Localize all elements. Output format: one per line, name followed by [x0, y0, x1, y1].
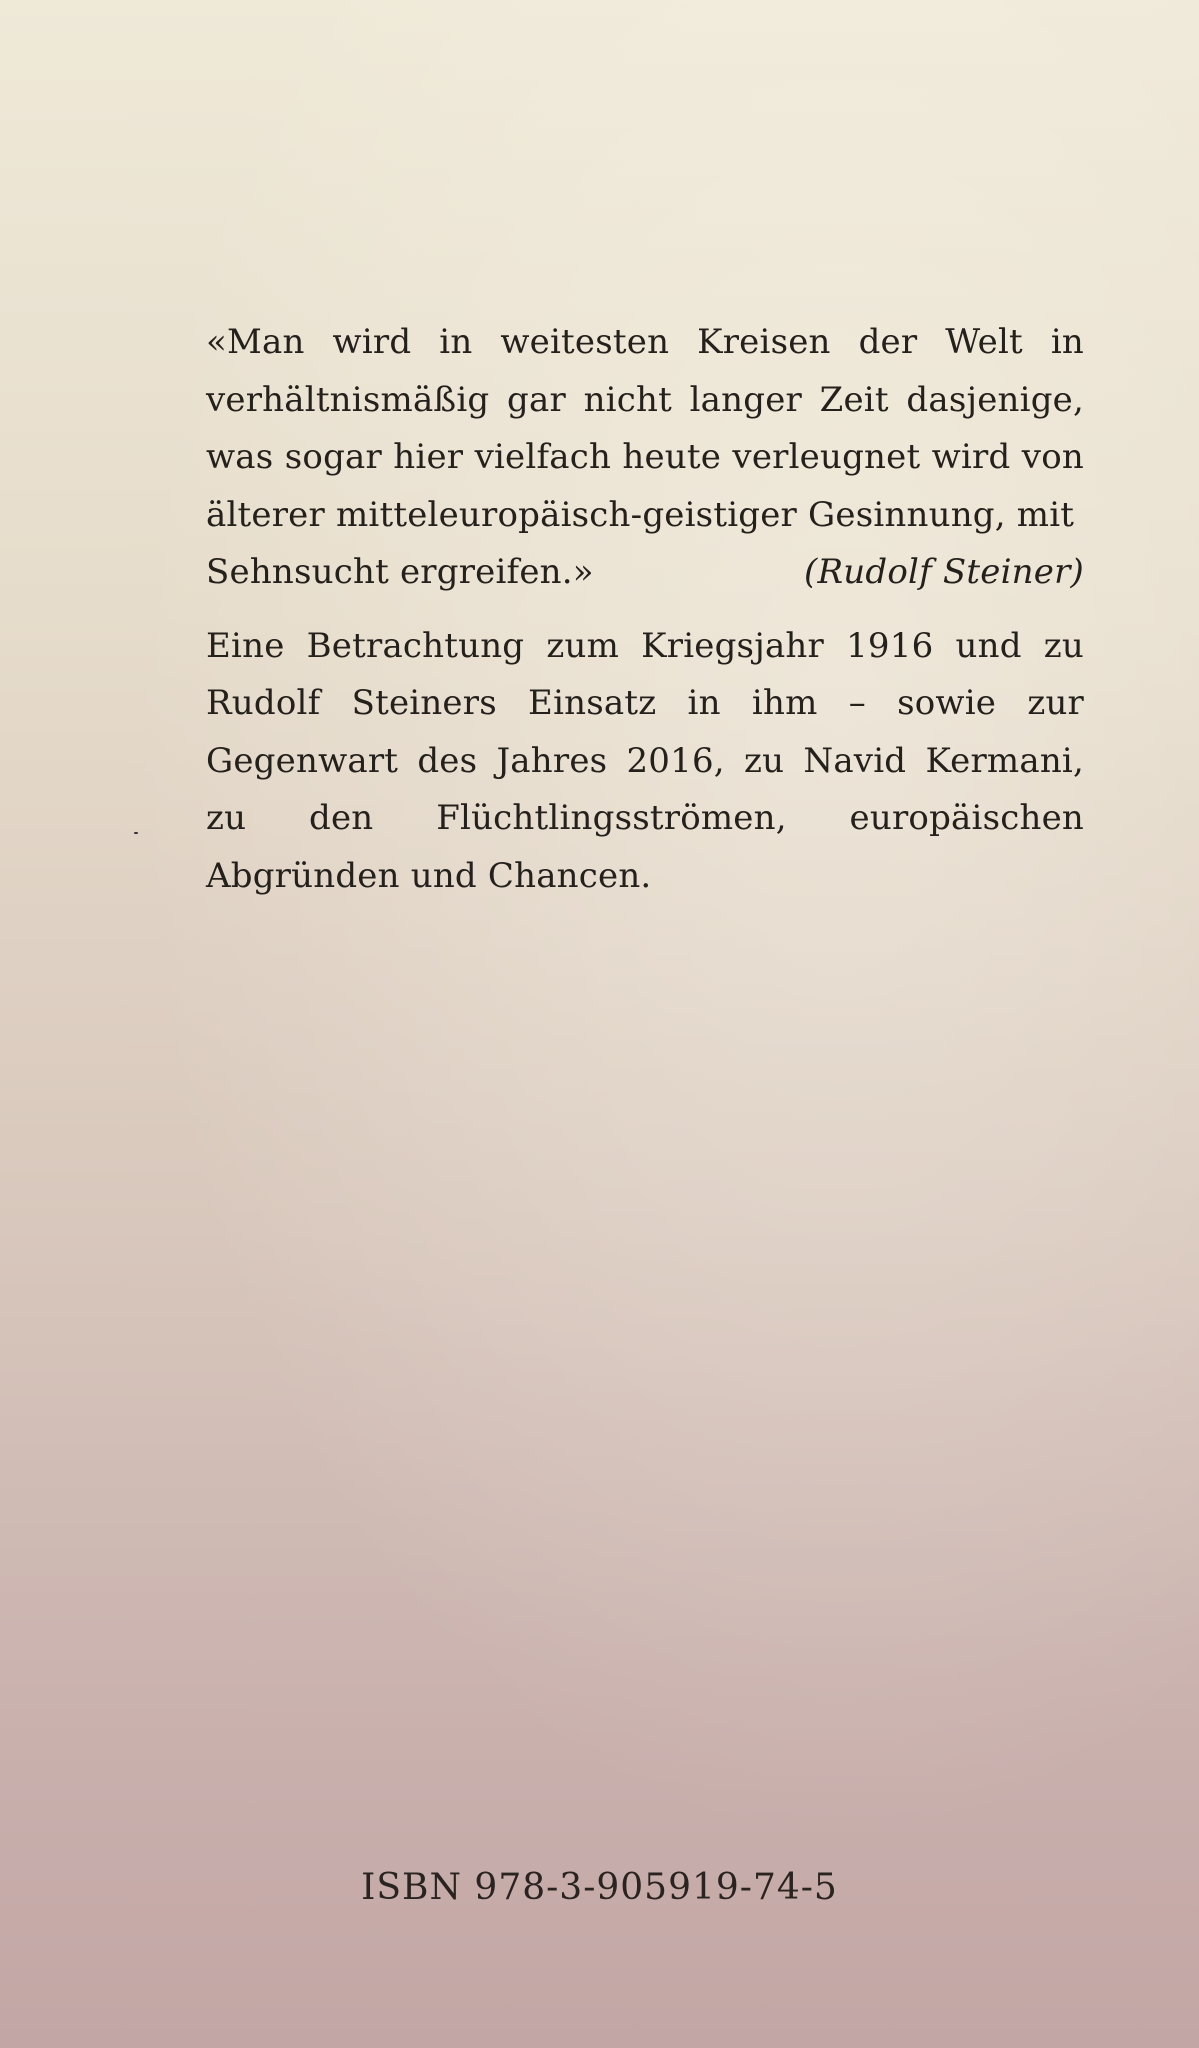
quote-attribution: (Rudolf Steiner)	[804, 552, 1084, 592]
paper-speck	[134, 832, 138, 834]
quote-last-line: Sehnsucht ergreifen.»	[206, 552, 594, 592]
quote-text: «Man wird in weitesten Kreisen der Welt in verhältnismäßig gar nicht langer Zeit dasjenige, was sogar hier vielfach heute verleugnet wird von älterer mitteleuropäisch-geistiger Gesinnung, mit	[206, 322, 1084, 535]
description-paragraph: Eine Betrachtung zum Kriegsjahr 1916 und zu Rudolf Steiners Einsatz in ihm – sowie zur Gegenwart des Jahres 2016, zu Navid Kermani, zu den Flüchtlingsströmen, europäischen Abgründen und Chancen.	[206, 625, 1084, 896]
quote-paragraph	[206, 314, 1084, 544]
quote-closing-line	[206, 544, 1084, 602]
isbn-label: ISBN 978-3-905919-74-5	[361, 1867, 838, 1908]
blurb-text-block	[206, 314, 1084, 905]
